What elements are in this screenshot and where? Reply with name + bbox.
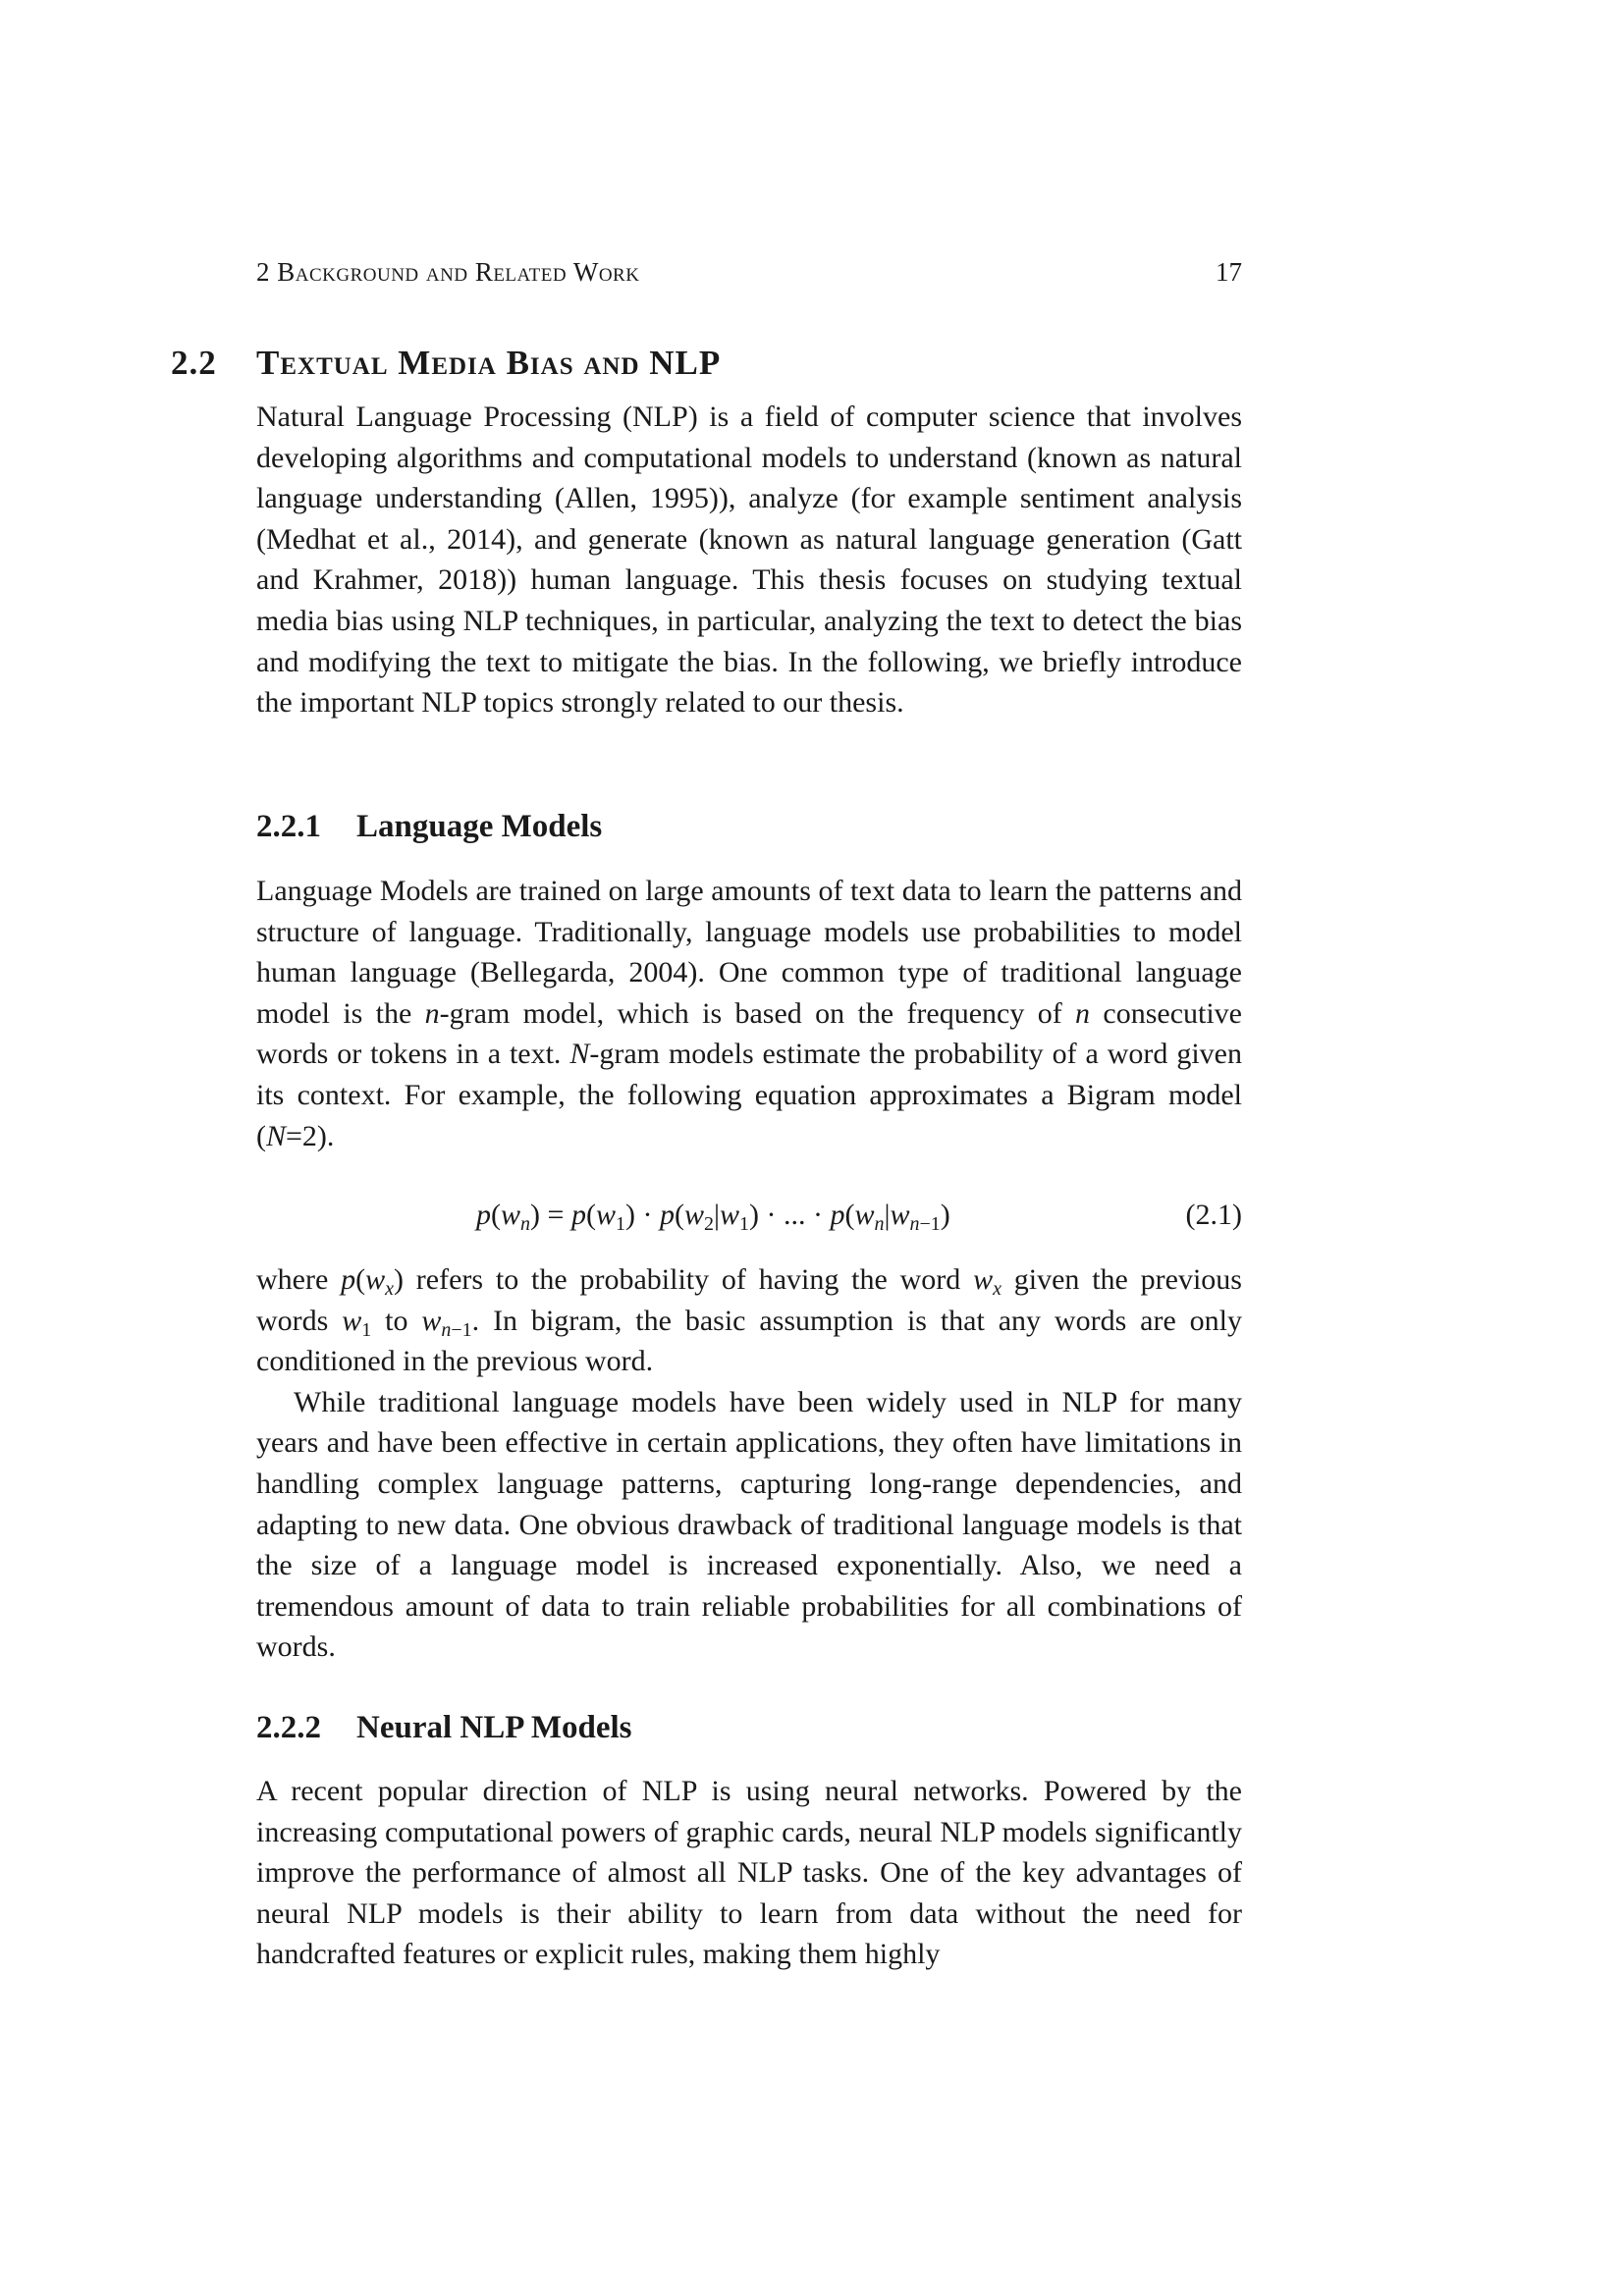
section-title: Textual Media Bias and NLP: [256, 344, 722, 382]
subsection-heading-1: [256, 809, 602, 845]
subsection-number: 2.2.1: [256, 809, 321, 844]
bigram-equation: $p(w_n) = p(w_1) \cdot p(w_2|w_1)$ · ... · $p(w_n|w_{n-1})$: [476, 1199, 950, 1235]
section-number: 2.2: [171, 344, 217, 382]
equation-number: (2.1): [1185, 1199, 1242, 1231]
subsection-title: Language Models: [356, 809, 603, 844]
subsection-number: 2.2.2: [256, 1710, 321, 1745]
section-intro-block: [256, 397, 1242, 723]
section-intro-paragraph: Natural Language Processing (NLP) is a field of computer science that involves developing algorithms and computational models to understand (known as natural language understanding (Allen, 1995)), analyze (for example sentiment analysis (Medhat et al., 2014), and generate (known as natural language generation (Gatt and Krahmer, 2018)) human language. This thesis focuses on studying textual media bias using NLP techniques, in particular, analyzing the text to detect the bias and modifying the text to mitigate the bias. In the following, we briefly introduce the important NLP topics strongly related to our thesis.: [256, 400, 1242, 720]
subsection-title: Neural NLP Models: [356, 1710, 632, 1745]
equation-2-1: [256, 1199, 1242, 1244]
running-head: [256, 257, 1242, 291]
neural-models-block: [256, 1771, 1242, 1975]
page-number: 17: [1216, 257, 1242, 287]
section-heading: [171, 344, 721, 383]
neural-models-paragraph-1: A recent popular direction of NLP is using neural networks. Powered by the increasing computational powers of graphic cards, neural NLP models significantly improve the performance of almost all NLP tasks. One of the key advantages of neural NLP models is their ability to learn from data without the need for handcrafted features or explicit rules, making them highly: [256, 1775, 1242, 1971]
language-models-paragraph-2: where $p(w_x)$ refers to the probability of having the word $w_x$ given the previous words $w_1$ to $w_{n-1}$. In bigram, the basic assumption is that any words are only conditioned in the previous word.: [256, 1263, 1242, 1378]
chapter-title: 2 Background and Related Work: [256, 257, 640, 287]
subsection-heading-2: [256, 1710, 631, 1746]
language-models-paragraph-1: Language Models are trained on large amounts of text data to learn the patterns and structure of language. Traditionally, language models use probabilities to model human language (Bellegarda, 2004). One common type of traditional language model is the n-gram model, which is based on the frequency of n consecutive words or tokens in a text. N-gram models estimate the probability of a word given its context. For example, the following equation approximates a Bigram model (N=2).: [256, 875, 1242, 1152]
language-models-block-2: [256, 1259, 1242, 1668]
language-models-paragraph-3: While traditional language models have been widely used in NLP for many years and have been effective in certain applications, they often have limitations in handling complex language patterns, capturing long-range dependencies, and adapting to new data. One obvious drawback of traditional language models is that the size of a language model is increased exponentially. Also, we need a tremendous amount of data to train reliable probabilities for all combinations of words.: [256, 1385, 1242, 1664]
language-models-block-1: [256, 871, 1242, 1156]
